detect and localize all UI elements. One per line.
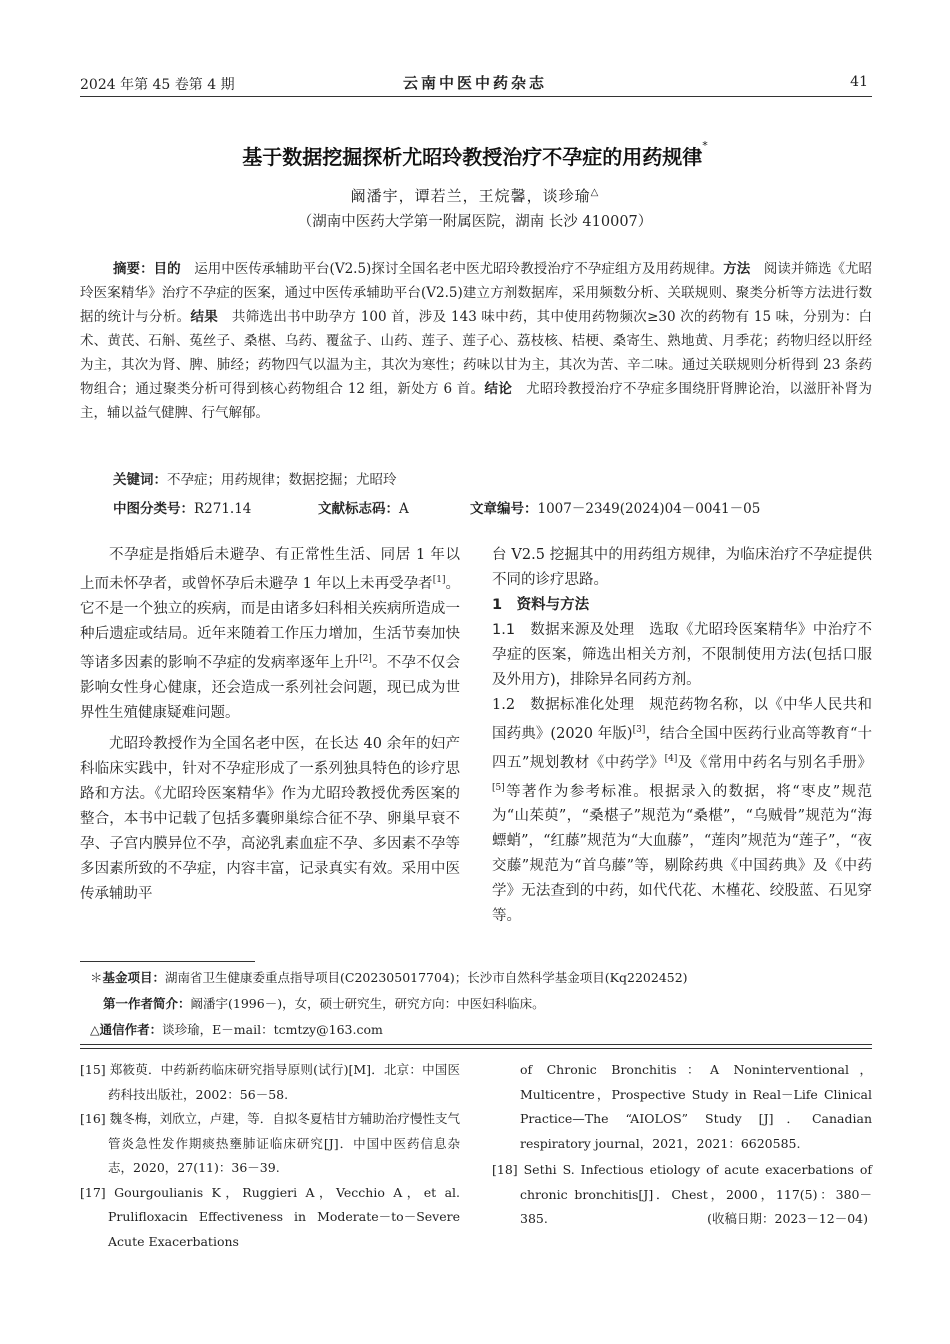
- article-label: 文章编号：: [470, 501, 538, 517]
- doc-label: 文献标志码：: [318, 501, 399, 517]
- conclusion-text: 尤昭玲教授治疗不孕症多围绕肝肾脾论治，以滋肝补肾为主，辅以益气健脾、行气解郁。: [80, 381, 873, 421]
- section-1-1-text: 选取《尤昭玲医案精华》中治疗不孕症的医案，筛选出相关方剂，不限制使用方法(包括口服及外用方)，排除异名同药方剂。: [492, 622, 873, 688]
- conclusion-label: 结论: [484, 381, 513, 397]
- methods-label: 方法: [723, 261, 751, 277]
- keywords-label: 关键词：: [113, 472, 167, 488]
- journal-issue: 2024 年第 45 卷第 4 期: [80, 77, 235, 93]
- fund-label: 基金项目：: [102, 970, 166, 985]
- fund-text: 湖南省卫生健康委重点指导项目(C202305017704)；长沙市自然科学基金项目(Kq2202452): [165, 970, 688, 985]
- intro-text-a: 不孕症是指婚后未避孕、有正常性生活、同居 1 年以上而未怀孕者，或曾怀孕后未避孕 1 年以上未再受孕者: [80, 547, 460, 592]
- references-right: [492, 1058, 872, 1232]
- corresponding-mark: △: [590, 187, 600, 198]
- intro-text-b: 。它不是一个独立的疾病，而是由诸多妇科相关疾病所造成一种后遗症或结局。近年来随着工作压力增加，生活节奏加快等诸多因素的影响不孕症的发病率逐年上升: [80, 575, 460, 671]
- citation-5: [5]: [492, 782, 505, 793]
- affiliation: （湖南中医药大学第一附属医院，湖南 长沙 410007）: [297, 214, 653, 230]
- citation-2: [2]: [359, 653, 372, 664]
- body-left-column: [80, 543, 460, 907]
- reference-17-start: [17] Gourgoulianis K，Ruggieri A，Vecchio A，et al. Prulifloxacin Effectiveness in Moderate－to－Severe Acute Exacerbations: [80, 1184, 460, 1249]
- paper-title: [0, 141, 950, 170]
- reference-16: [16] 魏冬梅，刘欣立，卢建，等．自拟冬夏桔甘方辅助治疗慢性支气管炎急性发作期痰热壅肺证临床研究[J]．中国中医药信息杂志，2020，27(11)：36－39.: [80, 1111, 460, 1175]
- section-1-2-heading: 1.2 数据标准化处理: [492, 697, 635, 713]
- section-1-2: [492, 693, 872, 929]
- corr-mark: △: [90, 1022, 100, 1037]
- results-text: 共筛选出书中助孕方 100 首，涉及 143 味中药，其中使用药物频次≥30 次的药物有 15 味，分别为：白术、黄芪、石斛、菟丝子、桑椹、乌药、覆盆子、山药、莲子、莲子心、荔枝核、桔梗、桑寄生、熟地黄、月季花；药物归经以肝经为主，其次为肾、脾、肺经；药物四气以温为主，其次为寒性；药味以甘为主，其次为苦、辛二味。通过关联规则分析得到 23 条药物组合；通过聚类分析可得到核心药物组合 12 组，新处方 6 首。: [80, 309, 873, 397]
- section-1-2-text-b: ，结合全国中医药行业高等教育“十四五”规划教材《中药学》: [492, 725, 872, 771]
- article-number: [470, 497, 760, 517]
- authors-text: 阚潘宇，谭若兰，王烷馨，谈珍瑜: [350, 187, 591, 205]
- first-author-text: 阚潘宇(1996－)，女，硕士研究生，研究方向：中医妇科临床。: [190, 996, 545, 1011]
- received-date: (收稿日期：2023－12－04): [707, 1211, 868, 1226]
- keywords-text: 不孕症；用药规律；数据挖掘；尤昭玲: [167, 472, 397, 488]
- author-list: [0, 185, 950, 206]
- citation-4: [4]: [664, 753, 678, 764]
- doc-value: A: [399, 501, 409, 517]
- section-1-1-heading: 1.1 数据来源及处理: [492, 622, 635, 638]
- results-label: 结果: [190, 309, 219, 325]
- clc-number: [113, 497, 251, 517]
- article-value: 1007－2349(2024)04－0041－05: [537, 501, 761, 517]
- intro-text-c: 。不孕不仅会影响女性身心健康，还会造成一系列社会问题，现已成为世界性生殖健康疑难问题。: [80, 654, 460, 721]
- section-1-heading: 1 资料与方法: [492, 597, 590, 613]
- fund-footnote: [90, 968, 688, 986]
- section-1-2-text-c: 及《常用中药名与别名手册》: [677, 754, 872, 771]
- page-separator-rule: [80, 1044, 872, 1049]
- corr-label: 通信作者：: [99, 1022, 163, 1037]
- reference-18: [18] Sethi S. Infectious etiology of acute exacerbations of chronic bronchitis[J]．Chest，2000，117(5)：380－385.: [492, 1162, 872, 1226]
- citation-3: [3]: [632, 725, 646, 735]
- body-right-column: [492, 543, 872, 929]
- title-fund-mark: *: [702, 139, 708, 152]
- header-rule: [80, 96, 872, 97]
- document-code: [318, 497, 409, 517]
- section-1-1: [492, 618, 872, 693]
- first-author-footnote: [103, 994, 545, 1012]
- corresponding-footnote: [90, 1020, 383, 1038]
- references-left: [80, 1058, 460, 1254]
- reference-17-end: of Chronic Bronchitis：A Noninterventional，Multicentre，Prospective Study in Real－Life Clinical Practice—The “AIOLOS” Study [J]．Canadian respiratory journal，2021，2021：6620585.: [520, 1062, 872, 1151]
- abstract: [80, 257, 872, 425]
- clc-label: 中图分类号：: [113, 501, 194, 517]
- keywords: [113, 468, 397, 488]
- objective-label: 目的: [153, 261, 181, 277]
- title-text: 基于数据挖掘探析尤昭玲教授治疗不孕症的用药规律: [242, 145, 703, 169]
- abstract-label: 摘要：: [113, 261, 154, 277]
- footnote-rule: [80, 961, 255, 962]
- objective-text: 运用中医传承辅助平台(V2.5)探讨全国名老中医尤昭玲教授治疗不孕症组方及用药规律。: [194, 261, 724, 277]
- journal-name: 云南中医中药杂志: [402, 74, 547, 92]
- fund-mark: ＊: [90, 970, 103, 985]
- intro-continuation: 台 V2.5 挖掘其中的用药组方规律，为临床治疗不孕症提供不同的诊疗思路。: [492, 547, 872, 588]
- reference-15: [15] 郑筱萸．中药新药临床研究指导原则(试行)[M]．北京：中国医药科技出版社，2002：56－58.: [80, 1062, 460, 1102]
- section-1-2-text-a: 规范药物名称，以《中华人民共和国药典》(2020 年版): [492, 697, 873, 742]
- intro-paragraph-2: 尤昭玲教授作为全国名老中医，在长达 40 余年的妇产科临床实践中，针对不孕症形成了一系列独具特色的诊疗思路和方法。《尤昭玲医案精华》作为尤昭玲教授优秀医案的整合，本书中记载了包括多囊卵巢综合征不孕、卵巢早衰不孕、子宫内膜异位不孕，高泌乳素血症不孕、多因素不孕等多因素所致的不孕症，内容丰富，记录真实有效。采用中医传承辅助平: [80, 735, 460, 902]
- first-author-label: 第一作者简介：: [103, 996, 191, 1011]
- corr-text: 谈珍瑜，E－mail：tcmtzy@163.com: [162, 1022, 383, 1037]
- clc-value: R271.14: [194, 501, 252, 517]
- section-1-2-text-d: 等著作为参考标准。根据录入的数据，将“枣皮”规范为“山茱萸”，“桑椹子”规范为“桑椹”，“乌贼骨”规范为“海螵蛸”，“红藤”规范为“大血藤”，“莲肉”规范为“莲子”，“夜交藤”规范为“首乌藤”等，剔除药典《中国药典》及《中药学》无法查到的中药，如代代花、木槿花、绞股蓝、石见穿等。: [492, 783, 872, 925]
- intro-paragraph-1: [80, 543, 460, 726]
- methods-text: 阅读并筛选《尤昭玲医案精华》治疗不孕症的医案，通过中医传承辅助平台(V2.5)建立方剂数据库，采用频数分析、关联规则、聚类分析等方法进行数据的统计与分析。: [80, 261, 873, 325]
- citation-1: [1]: [432, 575, 446, 585]
- page-number: 41: [850, 74, 868, 90]
